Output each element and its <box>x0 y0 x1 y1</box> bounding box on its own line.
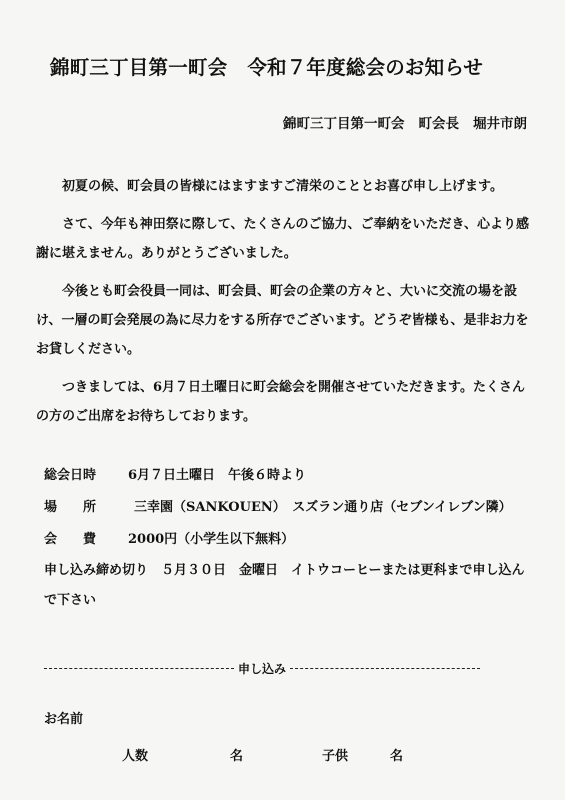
title-organization: 錦町三丁目第一町会 <box>50 56 228 79</box>
author-line <box>283 112 527 132</box>
fee-row <box>44 524 534 556</box>
fee-label: 会 費 <box>44 532 97 547</box>
author-name: 堀井市朗 <box>473 116 527 132</box>
datetime-value: 6月７日土曜日 午後６時より <box>128 468 307 483</box>
name-field-label: お名前 <box>44 712 84 727</box>
meeting-details <box>44 460 534 616</box>
body-text <box>36 172 534 431</box>
venue-row <box>44 492 534 524</box>
invitation-paragraph: つきましては、6月７日土曜日に町会総会を開催させていただきます。たくさんの方のご出席をお待ちしております。 <box>36 380 526 424</box>
datetime-label: 総会日時 <box>44 468 97 483</box>
adults-unit: 名 <box>230 749 244 764</box>
children-unit: 名 <box>390 749 404 764</box>
dashed-line-right <box>290 668 480 669</box>
deadline-text: 申し込み締め切り ５月３０日 金曜日 イトウコーヒーまたは更科まで申し込んで下さい <box>44 563 525 608</box>
datetime-row <box>44 460 534 492</box>
title-event: 令和７年度総会のお知らせ <box>247 56 484 79</box>
application-cut-line <box>44 660 480 677</box>
dashed-line-left <box>44 668 234 669</box>
thanks-paragraph: さて、今年も神田祭に際して、たくさんのご協力、ご奉納をいただき、心より感謝に堪えません。ありがとうございました。 <box>36 217 529 261</box>
adults-label: 人数 <box>122 749 149 764</box>
greeting-paragraph: 初夏の候、町会員の皆様にはますますご清栄のこととお喜び申し上げます。 <box>62 179 503 194</box>
venue-value: 三幸園（SANKOUEN） スズラン通り店（セブンイレブン隣） <box>134 500 512 515</box>
author-organization: 錦町三丁目第一町会 <box>283 116 405 132</box>
author-role: 町会長 <box>418 116 459 132</box>
fee-value: 2000円（小学生以下無料） <box>128 532 295 547</box>
venue-label: 場 所 <box>44 500 97 515</box>
document-title <box>50 52 483 80</box>
commitment-paragraph: 今後とも町会役員一同は、町会員、町会の企業の方々と、大いに交流の場を設け、一層の町会発展の為に尽力をする所存でございます。どうぞ皆様も、是非お力をお貸しください。 <box>36 284 529 357</box>
children-label: 子供 <box>322 749 349 764</box>
application-label: 申し込み <box>238 662 287 676</box>
